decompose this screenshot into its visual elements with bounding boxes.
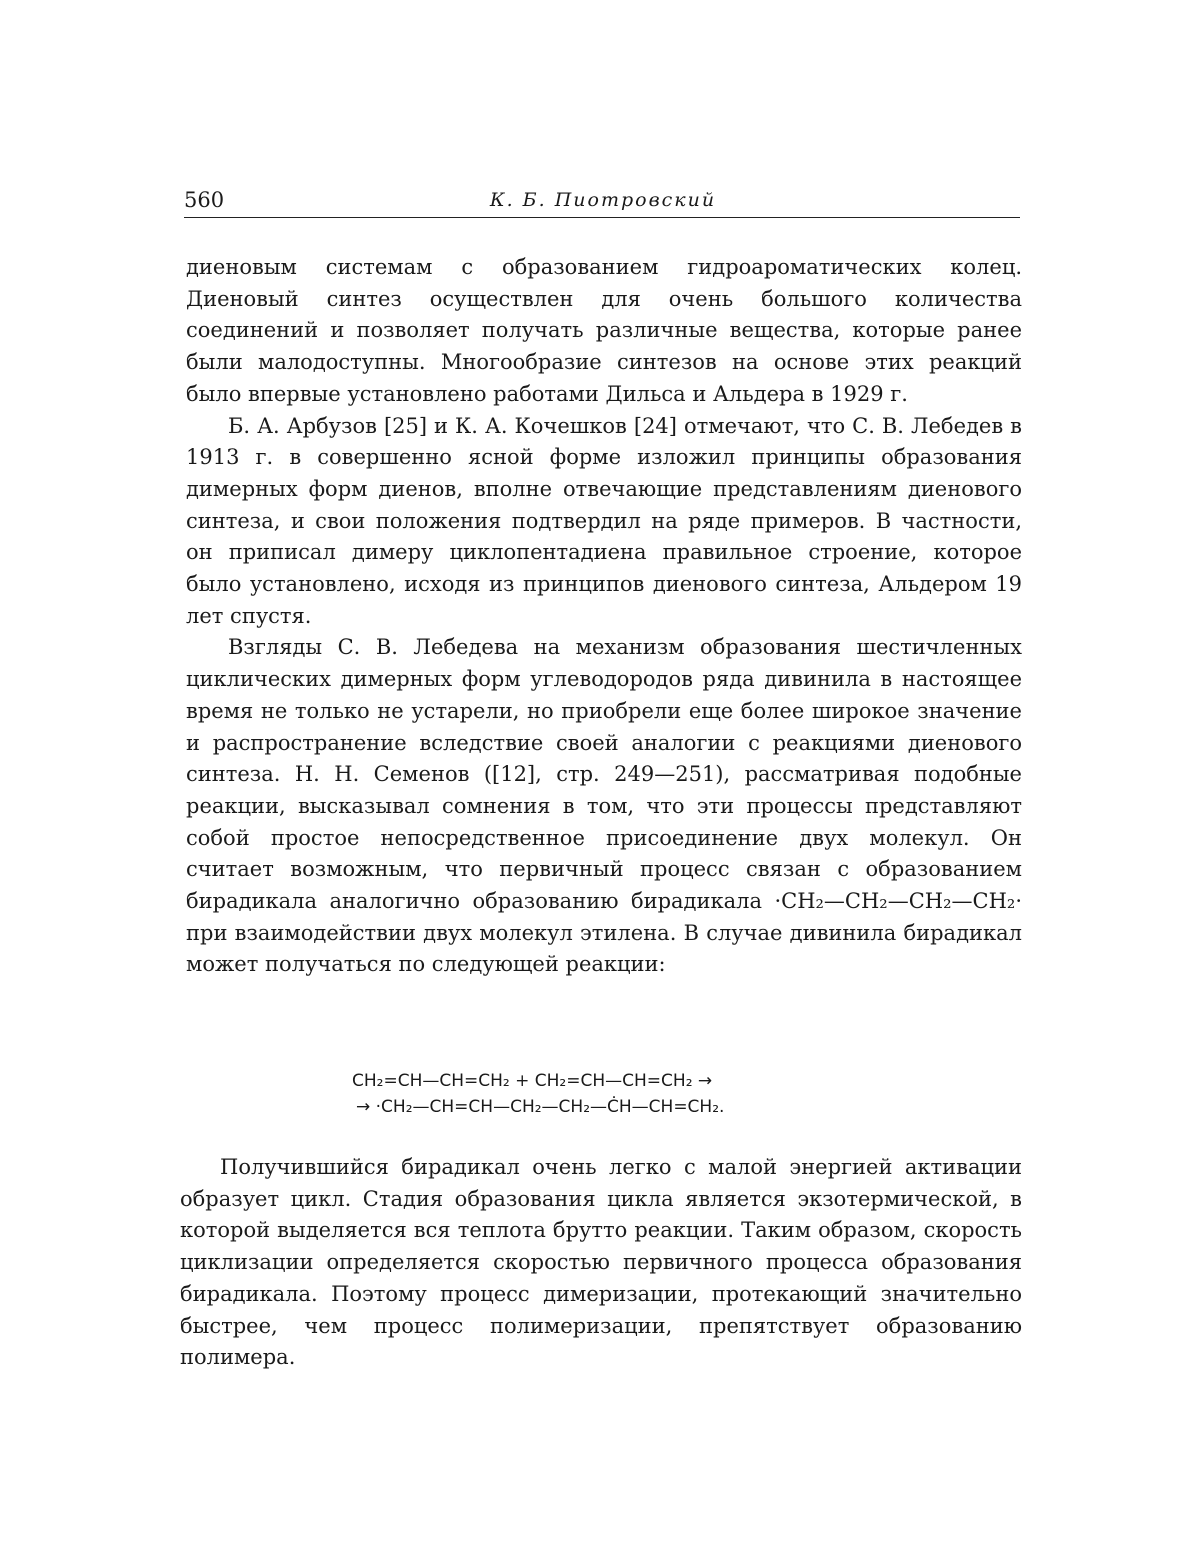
paragraph-arbuzov: Б. А. Арбузов [25] и К. А. Кочешков [24] отмечают, что С. В. Лебедев в 1913 г. в совершенно ясной форме изложил принципы образования димерных форм диенов, вполне отвечающие представлениям диенового синтеза, и свои положения подтвердил на ряде примеров. В частности, он приписал димеру циклопентадиена правильное строение, которое было установлено, исходя из принципов диенового синтеза, Альдером 19 лет спустя. bbox=[186, 413, 1022, 628]
body-text bbox=[186, 252, 1022, 981]
page-header bbox=[184, 186, 1022, 218]
paragraph-lebedev-views: Взгляды С. В. Лебедева на механизм образования шестичленных циклических димерных форм углеводородов ряда дивинила в настоящее время не только не устарели, но приобрели еще более широкое значение и распространение вследствие своей аналогии с реакциями диенового синтеза. Н. Н. Семенов ([12], стр. 249—251), рассматривая подобные реакции, высказывал сомнения в том, что эти процессы представляют собой простое непосредственное присоединение двух молекул. Он считает возможным, что первичный процесс связан с образованием бирадикала аналогично образованию бирадикала ·CH₂—CH₂—CH₂—CH₂· при взаимодействии двух молекул этилена. В случае дивинила бирадикал может получаться по следующей реакции: bbox=[186, 635, 1022, 977]
paragraph-biradical: Получившийся бирадикал очень легко с малой энергией активации образует цикл. Стадия образования цикла является экзотермической, в которой выделяется вся теплота брутто реакции. Таким образом, скорость циклизации определяется скоростью первичного процесса образования бирадикала. Поэтому процесс димеризации, протекающий значительно быстрее, чем процесс полимеризации, препятствует образованию полимера. bbox=[180, 1155, 1022, 1370]
running-title: К. Б. Пиотровский bbox=[489, 189, 717, 211]
formula-line-1: CH₂=CH—CH=CH₂ + CH₂=CH—CH=CH₂ → bbox=[352, 1071, 713, 1091]
header-rule bbox=[184, 217, 1020, 218]
closing-text bbox=[180, 1152, 1022, 1374]
paragraph-continuation: диеновым системам с образованием гидроароматических колец. Диеновый синтез осуществлен для очень большого количества соединений и позволяет получать различные вещества, которые ранее были малодоступны. Многообразие синтезов на основе этих реакций было впервые установлено работами Дильса и Альдера в 1929 г. bbox=[186, 255, 1022, 406]
formula-line-2: → ·CH₂—CH=CH—CH₂—CH₂—ĊH—CH=CH₂. bbox=[356, 1097, 725, 1117]
reaction-formula bbox=[352, 1068, 912, 1120]
page-number: 560 bbox=[184, 188, 225, 212]
